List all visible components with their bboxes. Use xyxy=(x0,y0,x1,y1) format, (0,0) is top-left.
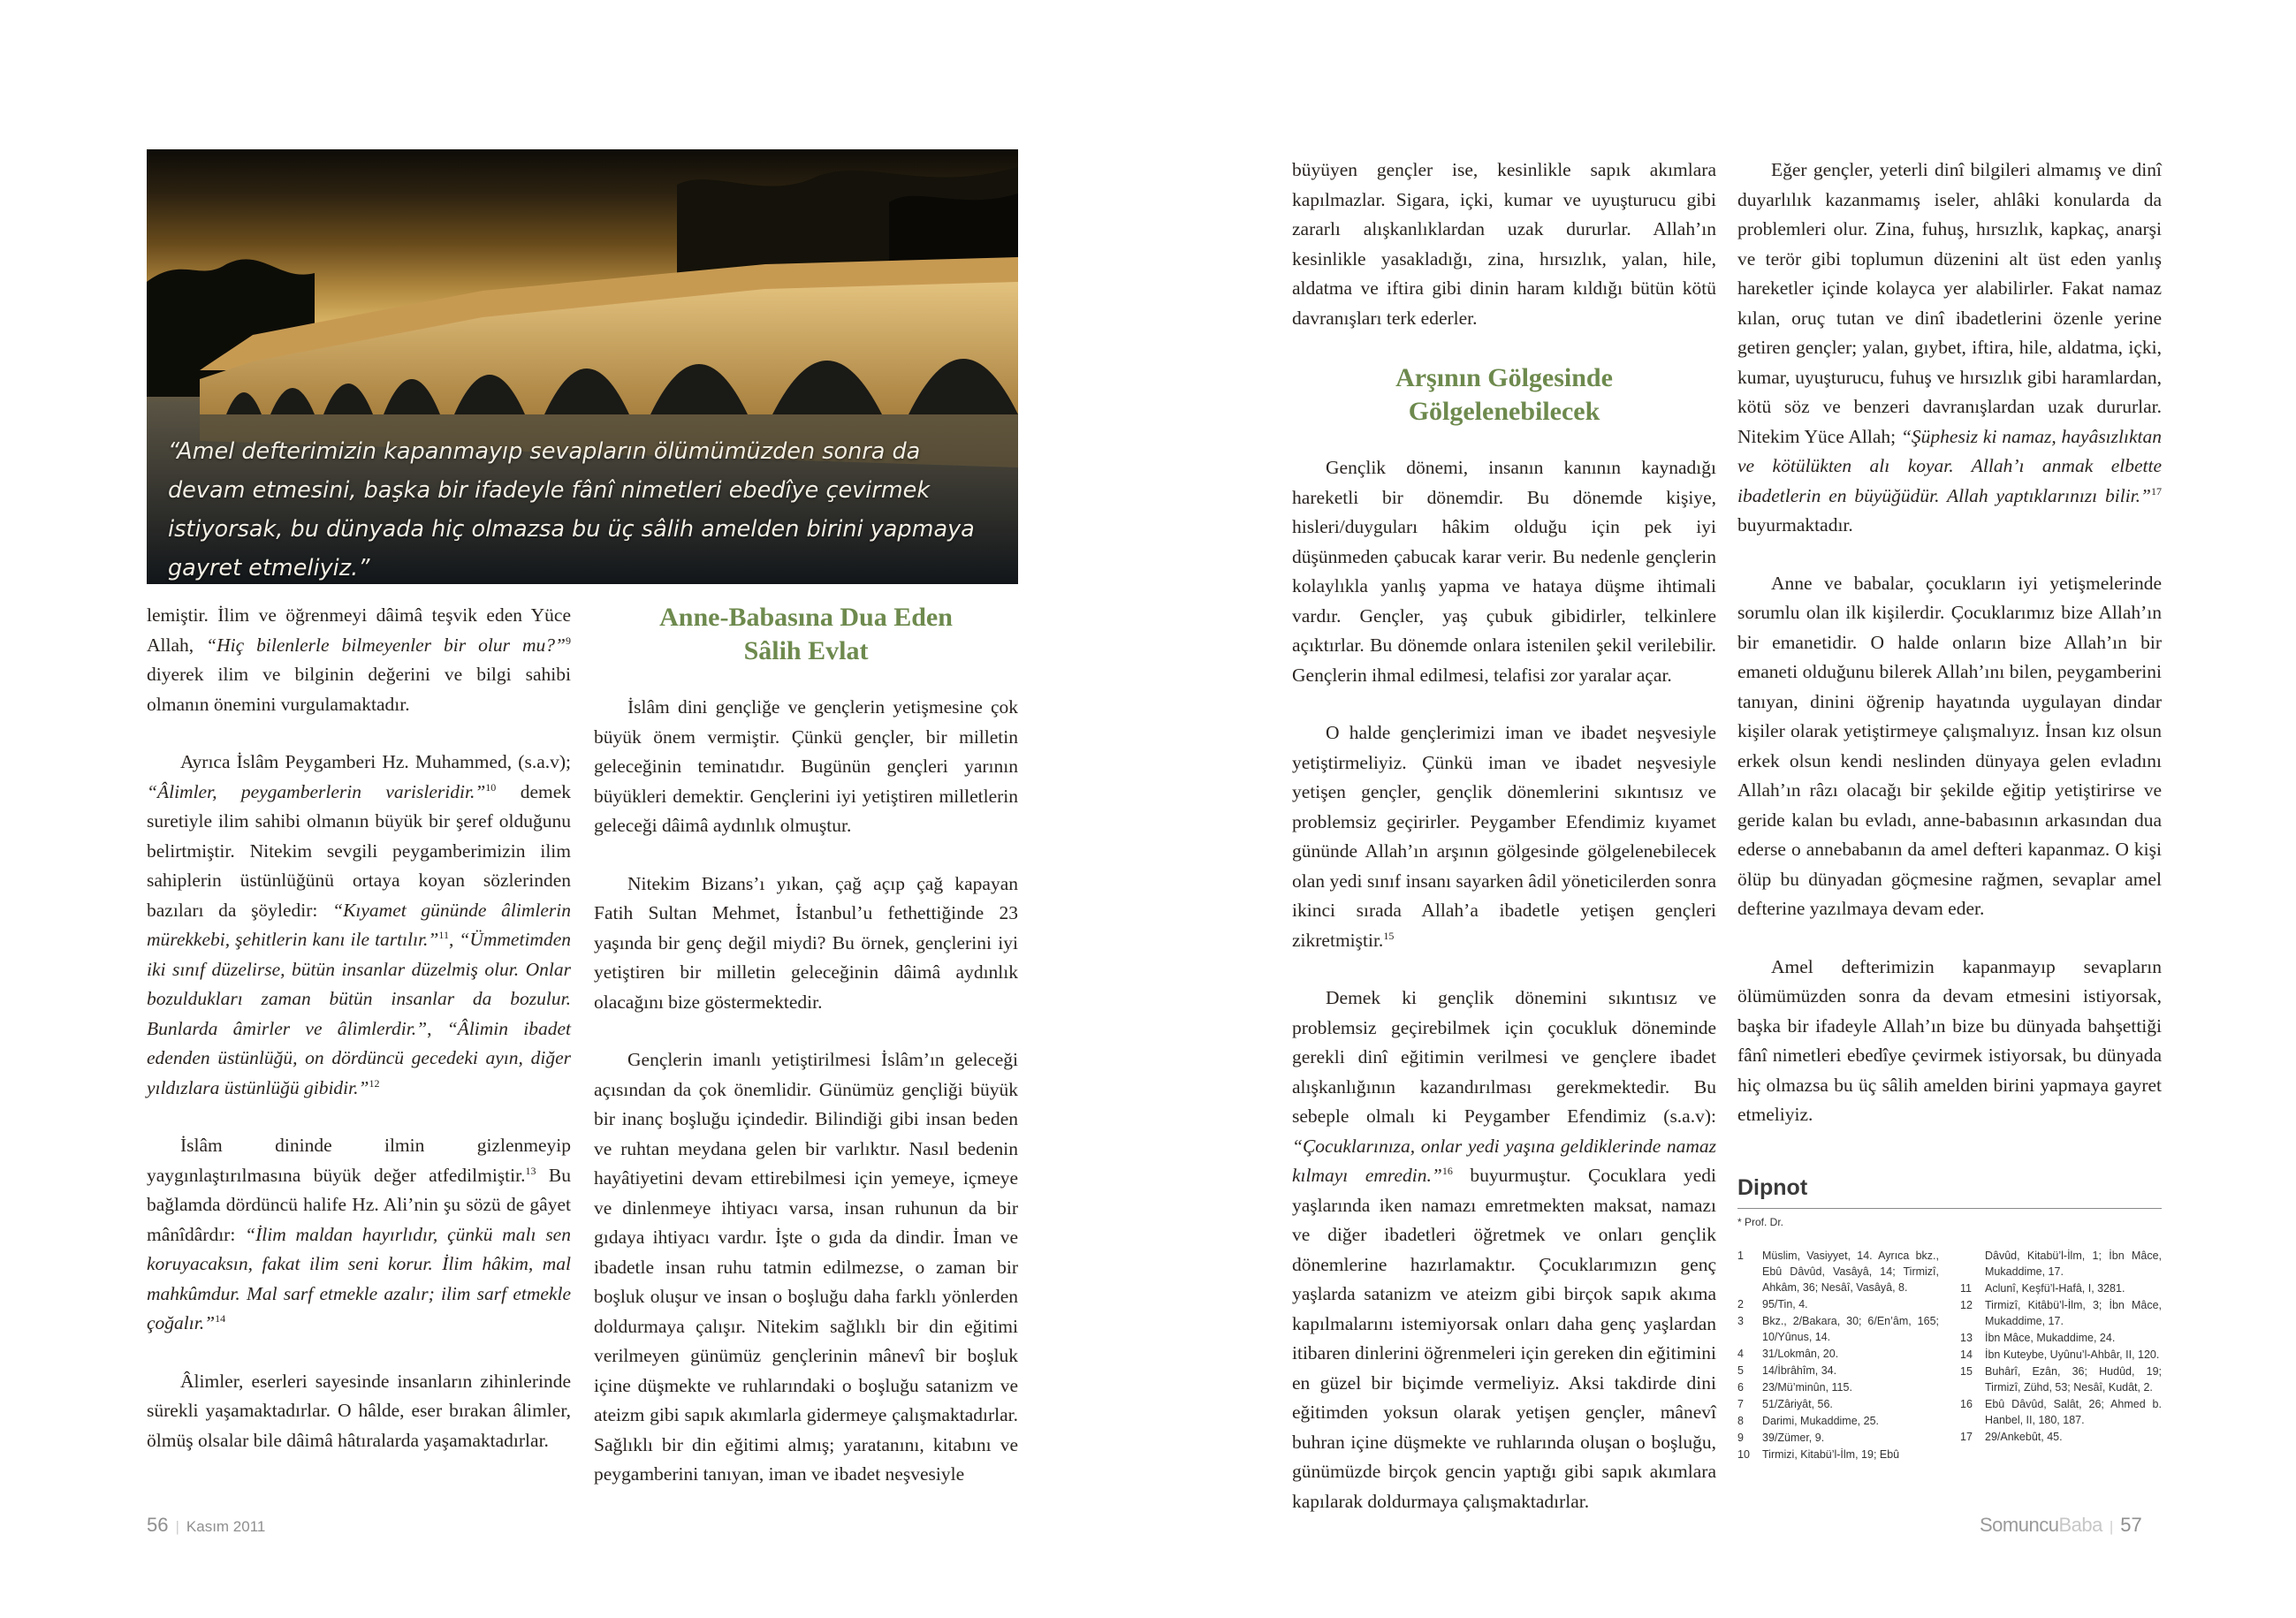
footnote-item xyxy=(1960,1347,2162,1363)
paragraph: İslâm dininde ilmin gizlenmeyip yaygınlaştırılmasına büyük değer atfedilmiştir.$^{13}$ Bu bağlamda dördüncü halife Hz. Ali’nin şu sözü de gâyet mânîdârdır: “İlim maldan hayırlıdır, çünkü malı sen koruyacaksın, fakat ilim seni korur. İlim hâkim, mal mahkûmdur. Mal sarf etmekle azalır; ilim sarf etmekle çoğalır.”$^{14}$ xyxy=(147,1135,572,1333)
footnote-text: 31/Lokmân, 20. xyxy=(1762,1348,1839,1360)
page-number: 56 xyxy=(147,1514,169,1536)
paragraph: Demek ki gençlik dönemini sıkıntısız ve problemsiz geçirebilmek için çocukluk döneminde gerekli dinî eğitimin verilmesi ve gençlere ibadet alışkanlığının kazandırılması gerekmektedir. Bu sebeple olmalı ki Peygamber Efendimiz (s.a.v): “Çocuklarınıza, onlar yedi yaşına geldiklerinde namaz kılmayı emredin.”$^{16}$ buyurmuştur. Çocuklara yedi yaşlarında iken namazı emretmekten maksat, namazı ve diğer ibadetleri öğretmek ve onları gençlik dönemlerine hazırlamaktır. Çocuklarımızın genç yaşlarda satanizm ve ateizm gibi birçok sapık akıma kapılmalarını istemiyorsak onları daha genç yaşlardan itibaren dinlerini öğrenmeleri için gereken din eğitimini en güzel bir biçimde vermeliyiz. Aksi takdirde dini eğitimden yoksun olarak yetişen gençler, mânevî buhran içine düşmekte ve ruhlarında oluşan o boşluğu, günümüzde birçok gencin yaptığı gibi sapık akımlara kapılarak doldurmaya çalışmaktadırlar. xyxy=(1292,987,1717,1512)
footnote-number: 8 xyxy=(1737,1415,1744,1427)
paragraph: Gençlerin imanlı yetiştirilmesi İslâm’ın geleceği açısından da çok önemlidir. Günümüz gençliği büyük bir inanç boşluğu içindedir. Bilindiği gibi insan beden ve ruhtan meydana gelen bir varlıktır. Nasıl bedenin hayâtiyetini devam ettirebilmesi için yemeye, içmeye ve dinlenmeye ihtiyacı varsa, insan ruhunun da bir gıdaya ihtiyacı vardır. İşte o gıda da dindir. İman ve ibadetle insan ruhu tatmin edilmezse, o zaman bir boşluk oluşur ve insan o boşluğu daha farklı yönlerden doldurmaya çalışır. Nitekim sağlıklı bir din eğitimi verilmeyen günümüz gençlerinin mânevî bir boşluk içine düşmekte ve ruhlarındaki o boşluğu satanizm ve ateizm gibi sapık akımlarla gidermeye çalışmaktadırlar. Sağlıklı bir din eğitimi almış; yaratanını, kitabını ve peygamberini tanıyan, iman ve ibadet neşvesiyle xyxy=(594,1049,1018,1485)
section-heading: Anne-Babasına Dua Eden Sâlih Evlat xyxy=(659,603,953,665)
right-page-footer: SomuncuBaba | 57 xyxy=(1980,1514,2142,1536)
footnote-item xyxy=(1737,1413,1939,1429)
column-3 xyxy=(1292,156,1716,1516)
footnote-number: 14 xyxy=(1960,1348,1973,1361)
footnotes-right-column xyxy=(1960,1248,2162,1463)
footnote-item xyxy=(1960,1364,2162,1395)
footnote-item xyxy=(1960,1297,2162,1329)
left-page-footer: 56 | Kasım 2011 xyxy=(147,1514,266,1536)
footnote-item xyxy=(1960,1429,2162,1445)
footnotes xyxy=(1737,1175,2162,1463)
footnote-text: Bkz., 2/Bakara, 30; 6/En’âm, 165; 10/Yûnus, 14. xyxy=(1762,1315,1939,1343)
paragraph: O halde gençlerimizi iman ve ibadet neşvesiyle yetiştirmeliyiz. Çünkü iman ve ibadet neşvesiyle yetişen gençler, gençlik dönemlerini sıkıntısız ve problemsiz geçirirler. Peygamber Efendimiz kıyamet gününde Allah’ın arşının gölgesinde gölgelenebilecek olan yedi sınıf insanı sayarken âdil yöneticilerden sonra ikinci sırada Allah’a ibadetle yetişen gençleri zikretmiştir.$^{15}$ xyxy=(1292,722,1716,951)
paragraph: Ayrıca İslâm Peygamberi Hz. Muhammed, (s.a.v); “Âlimler, peygamberlerin varisleridir.”$^{10}$ demek suretiyle ilim sahibi olmanın büyük bir şeref olduğunu belirtmiştir. Nitekim sevgili peygamberimizin ilim sahiplerin üstünlüğünü ortaya koyan sözlerinden bazıları da şöyledir: “Kıyamet gününde âlimlerin mürekkebi, şehitlerin kanı ile tartılır.”$^{11}$, “Ümmetimden iki sınıf düzelirse, bütün insanlar düzelmiş olur. Onlar bozuldukları zaman bütün insanlar da bozulur. Bunlarda âmirler ve âlimlerdir.”, “Âlimin ibadet edenden üstünlüğü, on dördüncü gecedeki ayın, diğer yıldızlara üstünlüğü gibidir.”$^{12}$ xyxy=(147,751,572,1098)
footnote-item xyxy=(1960,1280,2162,1296)
footnote-item xyxy=(1960,1330,2162,1346)
footnote-text: Ebû Dâvûd, Salât, 26; Ahmed b. Hanbel, II, 180, 187. xyxy=(1985,1398,2162,1426)
footnote-item xyxy=(1737,1363,1939,1379)
footnote-text: Tirmizi, Kitabü’l-İlm, 19; Ebû xyxy=(1762,1448,1900,1461)
footnote-number: 15 xyxy=(1960,1365,1973,1378)
footnote-item xyxy=(1737,1346,1939,1362)
footnote-text: 29/Ankebût, 45. xyxy=(1985,1431,2063,1443)
issue-date: Kasım 2011 xyxy=(186,1518,266,1535)
footnote-item xyxy=(1737,1396,1939,1412)
footnote-number: 13 xyxy=(1960,1332,1973,1344)
paragraph: İslâm dini gençliğe ve gençlerin yetişmesine çok büyük önem vermiştir. Çünkü gençler, bir milletin geleceğinin teminatıdır. Bugünün gençleri yarının büyükleri demektir. Gençlerini iyi yetiştiren milletlerin geleceği dâimâ aydınlık olmuştur. xyxy=(594,696,1018,836)
paragraph: Eğer gençler, yeterli dinî bilgileri almamış ve dinî duyarlılık kazanmamış iseler, ahlâki konularda da problemleri olur. Zina, fuhuş, hırsızlık, kapkaç, anarşi ve terör gibi toplumun düzenini alt üst eden yanlış hareketler içinde kolayca yer alabilirler. Fakat namaz kılan, oruç tutan ve dinî ibadetlerini özenle yerine getiren gençler; yalan, gıybet, iftira, hile, aldatma, içki, kumar, uyuşturucu, fuhuş ve hırsızlık gibi haramlardan, kötü söz ve benzeri davranışlardan uzak dururlar. Nitekim Yüce Allah; “Şüphesiz ki namaz, hayâsızlıktan ve kötülükten alı koyar. Allah’ı anmak elbette ibadetlerin en büyüğüdür. Allah yaptıklarınızı bilir.”$^{17}$ buyurmaktadır. xyxy=(1737,159,2162,536)
footnote-text: 95/Tin, 4. xyxy=(1762,1298,1808,1310)
paragraph: Gençlik dönemi, insanın kanının kaynadığı hareketli bir dönemdir. Bu dönemde kişiye, hisleri/duyguları hâkim olduğu için pek iyi düşünmeden çabucak karar verir. Bu nedenle gençlerin kolaylıkla yanlış yapma ve hataya düşme ihtimali vardır. Gençler, yaş çubuk gibidirler, telkinlere açıktırlar. Bu dönemde onlara istenilen şekil verilebilir. Gençlerin ihmal edilmesi, telafisi zor yaralar açar. xyxy=(1292,457,1716,686)
footnote-text: 39/Zümer, 9. xyxy=(1762,1432,1825,1444)
paragraph: Âlimler, eserleri sayesinde insanların zihinlerinde sürekli yaşamaktadırlar. O hâlde, eser bırakan âlimler, ölmüş olsalar bile dâimâ hâtıralarda yaşamaktadırlar. xyxy=(147,1370,571,1451)
paragraph: Anne ve babalar, çocukların iyi yetişmelerinde sorumlu olan ilk kişilerdir. Çocuklarımız bize Allah’ın bir emanetidir. O halde onların bize Allah’ın bir emaneti olduğunu bilerek Allah’ını bilen, peygamberini tanıyan, dinini öğrenip hayatında uygulayan dindar kişiler olarak yetiştirmeye çalışmalıyız. İnsan kız olsun erkek olsun kendi neslinden dünyaya gelen evladını Allah’ın râzı olacağı bir şekilde eğitip yetiştirirse ve geride kalan bu evladı, anne-babasının arkasından dua ederse o annebabanın da amel defteri kapanmaz. O kişi ölüp bu dünyadan göçmesine rağmen, sevaplar amel defterine yazılmaya devam eder. xyxy=(1737,572,2162,919)
page-number: 57 xyxy=(2120,1514,2142,1536)
footnote-text: Aclunî, Keşfü’l-Hafâ, I, 3281. xyxy=(1985,1282,2125,1295)
column-4 xyxy=(1737,156,2162,1130)
column-2 xyxy=(594,601,1018,1490)
footnote-text: Tirmizî, Kitâbü’l-İlm, 3; İbn Mâce, Mukaddime, 17. xyxy=(1985,1299,2162,1327)
paragraph: lemiştir. İlim ve öğrenmeyi dâimâ teşvik eden Yüce Allah, “Hiç bilenlerle bilmeyenler bir olur mu?”$^9$ diyerek ilim ve bilginin değerini ve bilgi sahibi olmanın önemini vurgulamaktadır. xyxy=(147,604,571,715)
footnote-number: 9 xyxy=(1737,1432,1744,1444)
magazine-logo-part1: Somuncu xyxy=(1980,1514,2059,1536)
footnote-text: Müslim, Vasiyyet, 14. Ayrıca bkz., Ebû Dâvûd, Vasâyâ, 14; Tirmizî, Ahkâm, 36; Nesâî, Vasâyâ, 8. xyxy=(1762,1250,1939,1294)
footnote-number: 12 xyxy=(1960,1299,1973,1311)
paragraph: büyüyen gençler ise, kesinlikle sapık akımlara kapılmazlar. Sigara, içki, kumar ve uyuşturucu gibi zararlı alışkanlıklardan uzak dururlar. Allah’ın kesinlikle yasakladığı, zina, hırsızlık, yalan, hile, aldatma ve iftira gibi dinin haram kıldığı bütün kötü davranışları terk ederler. xyxy=(1292,159,1716,329)
footnote-item xyxy=(1737,1313,1939,1345)
footnote-number: 10 xyxy=(1737,1448,1750,1461)
footnote-text: İbn Kuteybe, Uyûnu’l-Ahbâr, II, 120. xyxy=(1985,1348,2160,1361)
footnote-number: 17 xyxy=(1960,1431,1973,1443)
footnote-number: 6 xyxy=(1737,1381,1744,1394)
footnote-item xyxy=(1960,1396,2162,1428)
magazine-logo-part2: Baba xyxy=(2058,1514,2102,1536)
footnote-text: 14/İbrâhîm, 34. xyxy=(1762,1364,1837,1377)
column-1 xyxy=(147,601,571,1455)
footnote-text: İbn Mâce, Mukaddime, 24. xyxy=(1985,1332,2116,1344)
paragraph: Amel defterimizin kapanmayıp sevapların ölümümüzden sonra da devam etmesini istiyorsak, başka bir ifadeyle Allah’ın bize bu dünyada bahşettiği fânî nimetleri ebedîye çevirmek istiyorsak, bu dünyada hiç olmazsa bu üç sâlih amelden birini yapmaya gayret etmeliyiz. xyxy=(1737,955,2162,1125)
footnote-item xyxy=(1737,1379,1939,1395)
footnote-text: 23/Mü’minûn, 115. xyxy=(1762,1381,1852,1394)
bridge-photo xyxy=(147,149,1018,584)
footnote-item xyxy=(1737,1447,1939,1462)
section-heading: Arşının Gölgesinde Gölgelenebilecek xyxy=(1395,363,1613,426)
footnote-item xyxy=(1737,1430,1939,1446)
footnote-number: 11 xyxy=(1960,1282,1972,1295)
paragraph: Nitekim Bizans’ı yıkan, çağ açıp çağ kapayan Fatih Sultan Mehmet, İstanbul’u fethettiğinde 23 yaşında bir genç değil miydi? Bu örnek, gençlerini iyi yetiştiren bir milletin geleceğinin dâimâ aydınlık olacağını bize göstermektedir. xyxy=(594,872,1018,1013)
footnotes-left-column xyxy=(1737,1248,1939,1463)
footnote-number: 1 xyxy=(1737,1250,1744,1262)
footnote-number: 4 xyxy=(1737,1348,1744,1360)
footnote-text: Buhârî, Ezân, 36; Hudûd, 19; Tirmizî, Zühd, 53; Nesâî, Kudât, 2. xyxy=(1985,1365,2162,1394)
footnote-text: Darimi, Mukaddime, 25. xyxy=(1762,1415,1879,1427)
footnote-text: 51/Zâriyât, 56. xyxy=(1762,1398,1833,1410)
footnote-number: 16 xyxy=(1960,1398,1973,1410)
footnote-number: 5 xyxy=(1737,1364,1744,1377)
footnote-author-note: * Prof. Dr. xyxy=(1737,1216,1784,1228)
footnote-number: 2 xyxy=(1737,1298,1744,1310)
photo-caption: “Amel defterimizin kapanmayıp sevapların ölümümüzden sonra da devam etmesini, başka bir ifadeyle fânî nimetleri ebedîye çevirmek istiyorsak, bu dünyada hiç olmazsa bu üç sâlih amelden birini yapmaya gayret etmeliyiz.” xyxy=(168,438,975,581)
footnotes-title: Dipnot xyxy=(1737,1175,2162,1209)
footnote-item xyxy=(1737,1248,1939,1295)
footnote-number: 7 xyxy=(1737,1398,1744,1410)
footnote-text: Dâvûd, Kitabü’l-İlm, 1; İbn Mâce, Mukaddime, 17. xyxy=(1985,1250,2162,1278)
footnote-item xyxy=(1737,1296,1939,1312)
footnote-number: 3 xyxy=(1737,1315,1744,1327)
footnote-item xyxy=(1960,1248,2162,1280)
footnote-number xyxy=(1960,1248,1985,1280)
